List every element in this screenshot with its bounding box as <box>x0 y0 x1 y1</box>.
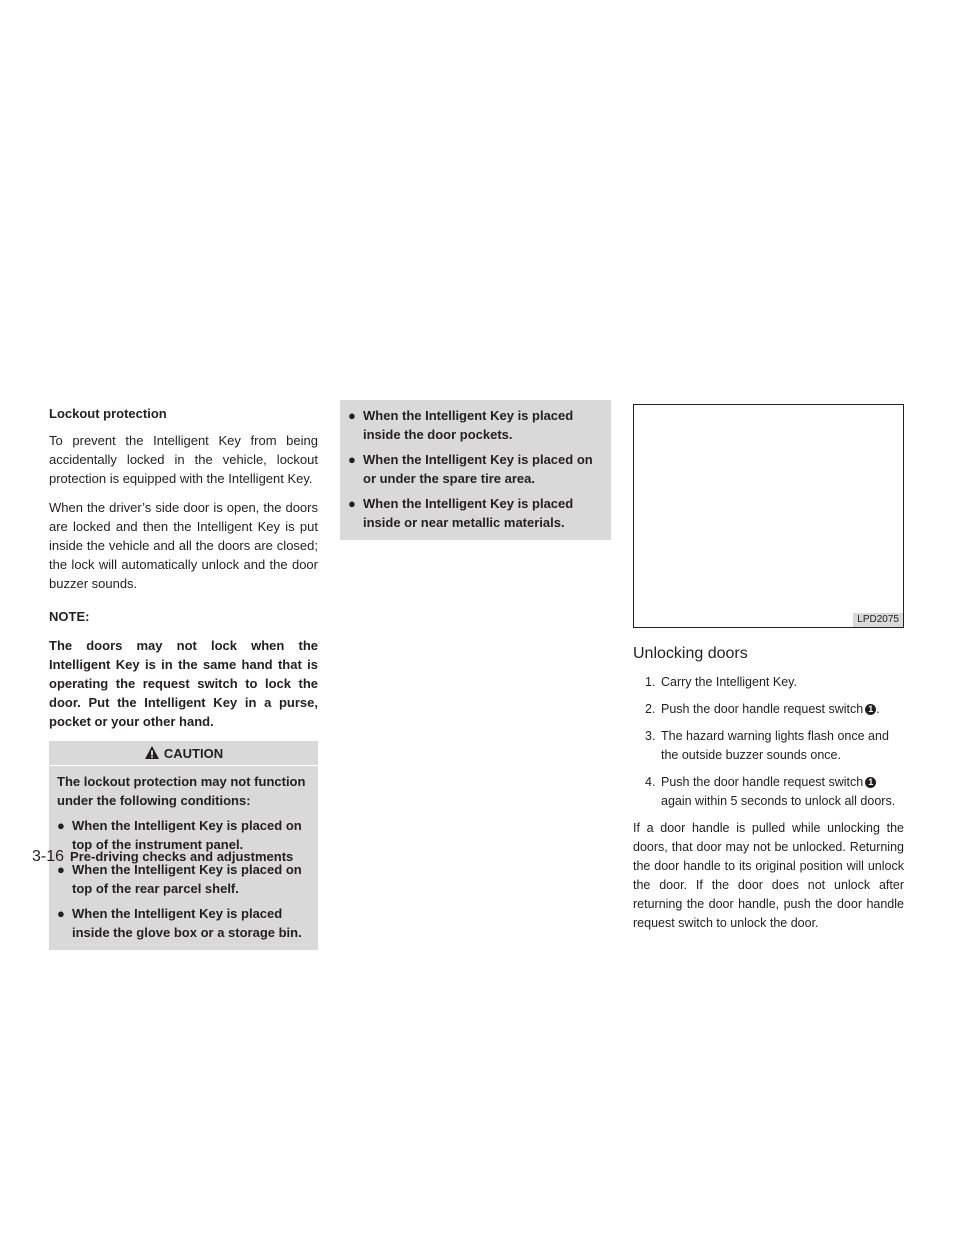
step-item: 2. Push the door handle request switch 1 . <box>645 702 880 716</box>
lockout-paragraph-2: When the driver’s side door is open, the doors are locked and then the Intelligent Key is put inside the vehicle and all the doors are closed; the lock will automatically unlock and the door buzzer sounds. <box>49 500 318 591</box>
chapter-title: Pre-driving checks and adjustments <box>70 849 294 864</box>
note-label: NOTE: <box>49 609 90 624</box>
left-column <box>49 404 318 950</box>
lockout-paragraph-1: To prevent the Intelligent Key from being accidentally locked in the vehicle, lockout protection is equipped with the Intelligent Key. <box>49 433 318 486</box>
caution-title: CAUTION <box>163 745 224 761</box>
caution-bullet: ● When the Intelligent Key is placed on or under the spare tire area. <box>348 452 593 486</box>
step-item: 1. Carry the Intelligent Key. <box>645 675 797 689</box>
figure-label: LPD2075 <box>853 613 903 627</box>
caution-box <box>49 741 318 950</box>
unlocking-steps <box>633 673 904 811</box>
marker-1-icon: 1 <box>865 704 876 715</box>
step-item: 3. The hazard warning lights flash once and the outside buzzer sounds once. <box>645 729 889 762</box>
caution-box-continued <box>340 400 611 540</box>
unlocking-title: Unlocking doors <box>633 645 748 662</box>
page-number: 3-16 <box>32 848 65 865</box>
warning-icon <box>144 745 160 761</box>
note-text: The doors may not lock when the Intelligent Key is in the same hand that is operating the request switch to lock the door. Put the Intelligent Key in a purse, pocket or your other hand. <box>49 638 318 729</box>
lockout-heading: Lockout protection <box>49 406 167 421</box>
caution-bullet: ● When the Intelligent Key is placed inside or near metallic materials. <box>348 496 574 530</box>
caution-intro: The lockout protection may not function under the following conditions: <box>57 774 306 808</box>
page-footer <box>32 848 293 866</box>
caution-header <box>49 741 318 766</box>
caution-bullet: ● When the Intelligent Key is placed on top of the instrument panel. <box>57 818 302 852</box>
step-item: 4. Push the door handle request switch 1 again within 5 seconds to unlock all doors. <box>645 775 896 808</box>
figure-image <box>633 404 904 628</box>
middle-column <box>340 404 611 540</box>
caution-bullet: ● When the Intelligent Key is placed inside the door pockets. <box>348 408 574 442</box>
caution-bullet: ● When the Intelligent Key is placed inside the glove box or a storage bin. <box>57 906 302 940</box>
right-column <box>633 404 904 943</box>
caution-bullet: ● When the Intelligent Key is placed on top of the rear parcel shelf. <box>57 862 302 896</box>
unlocking-paragraph: If a door handle is pulled while unlocking the doors, that door may not be unlocked. Returning the door handle to its original position will unlock the door. If the door does not unlock after returning the door handle, push the door handle request switch to unlock the door. <box>633 821 904 930</box>
marker-1-icon: 1 <box>865 777 876 788</box>
